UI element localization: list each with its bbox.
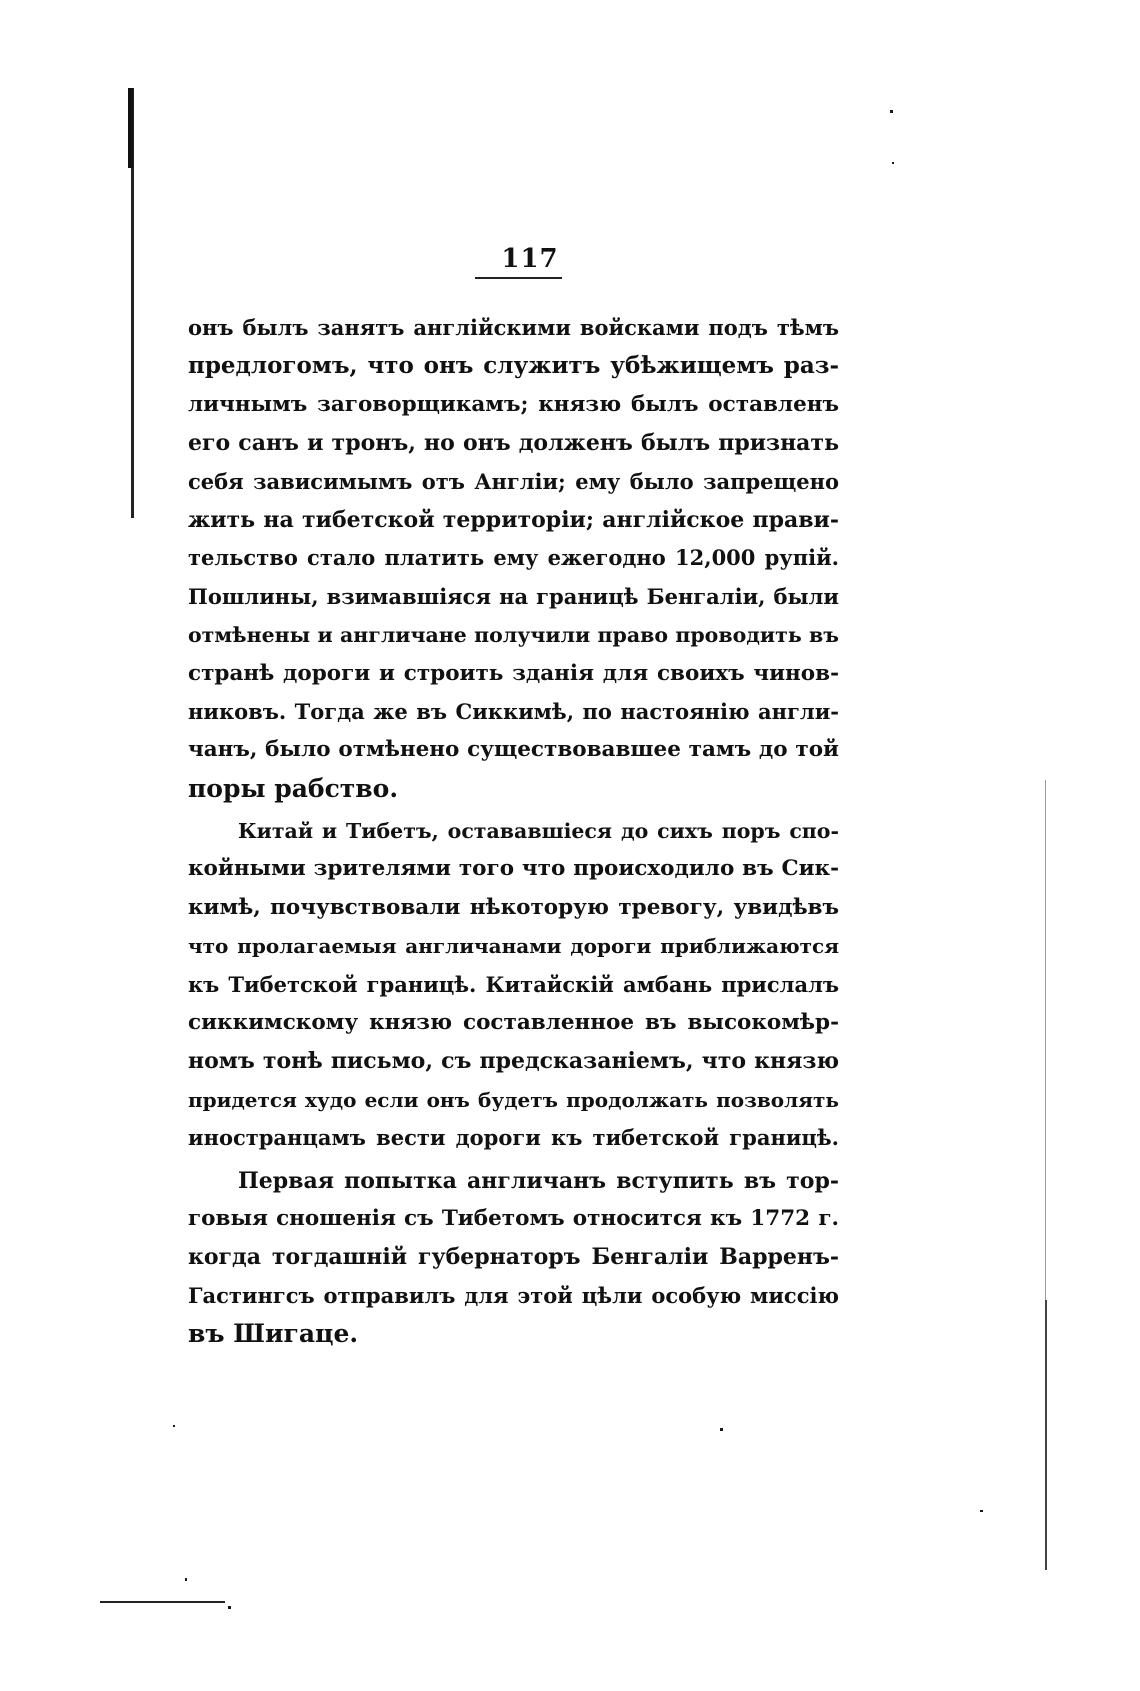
text-line: придется худо если онъ будетъ продолжать позволять xyxy=(188,1087,839,1112)
text-line: онъ былъ занятъ англійскими войсками подъ тѣмъ xyxy=(188,315,839,340)
scan-speck xyxy=(892,162,894,164)
text-line: въ Шигаце. xyxy=(188,1319,359,1349)
scan-speck xyxy=(980,1510,983,1512)
text-line: говыя сношенія съ Тибетомъ относится къ 1772 г. xyxy=(188,1205,839,1231)
text-line: Китай и Тибетъ, остававшіеся до сихъ поръ спо- xyxy=(238,819,839,844)
scan-speck xyxy=(890,110,893,113)
text-line: койными зрителями того что происходило въ Сик- xyxy=(188,856,839,882)
scan-speck xyxy=(720,1428,723,1431)
text-line: что пролагаемыя англичанами дороги приближаются xyxy=(188,934,839,959)
text-line: поры рабство. xyxy=(188,773,399,803)
paragraph-2 xyxy=(188,812,839,1158)
scan-speck xyxy=(173,1425,175,1427)
text-line: Гастингсъ отправилъ для этой цѣли особую миссію xyxy=(188,1282,839,1308)
page-number: 117 xyxy=(501,244,559,274)
page-number-rule xyxy=(475,277,562,279)
text-line: его санъ и тронъ, но онъ долженъ былъ признать xyxy=(188,430,839,457)
text-line: къ Тибетской границѣ. Китайскій амбань прислалъ xyxy=(188,971,839,997)
text-line: кимѣ, почувствовали нѣкоторую тревогу, увидѣвъ xyxy=(188,894,839,920)
scan-speck xyxy=(185,1578,187,1581)
scan-edge-line-left-bold xyxy=(128,88,133,168)
scan-edge-line-right-dark xyxy=(1045,1300,1047,1570)
text-line: Пошлины, взимавшіяся на границѣ Бенгаліи, были xyxy=(188,583,839,609)
paragraph-3 xyxy=(188,1162,839,1354)
text-line: Первая попытка англичанъ вступить въ тор- xyxy=(238,1167,839,1194)
text-line: иностранцамъ вести дороги къ тибетской границѣ. xyxy=(188,1125,839,1151)
text-line: номъ тонѣ письмо, съ предсказаніемъ, что князю xyxy=(188,1048,839,1075)
paragraph-1 xyxy=(188,309,839,808)
text-line: никовъ. Тогда же въ Сиккимѣ, по настоянію англи- xyxy=(188,698,839,724)
text-line: странѣ дороги и строить зданія для своихъ чинов- xyxy=(188,660,839,686)
text-line: когда тогдашній губернаторъ Бенгаліи Варренъ- xyxy=(188,1244,839,1271)
text-line: предлогомъ, что онъ служитъ убѣжищемъ раз- xyxy=(188,352,839,380)
text-line: чанъ, было отмѣнено существовавшее тамъ до той xyxy=(188,737,839,763)
scan-bottom-mark xyxy=(100,1601,225,1603)
text-line: отмѣнены и англичане получили право проводить въ xyxy=(188,623,839,648)
text-line: себя зависимымъ отъ Англіи; ему было запрещено xyxy=(188,468,839,494)
body-text xyxy=(188,309,839,1354)
scan-speck xyxy=(228,1606,231,1609)
text-line: тельство стало платить ему ежегодно 12,000 рупій. xyxy=(188,545,839,571)
text-line: сиккимскому князю составленное въ высокомѣр- xyxy=(188,1010,839,1036)
text-line: личнымъ заговорщикамъ; князю былъ оставленъ xyxy=(188,391,839,417)
text-line: жить на тибетской территоріи; англійское прави- xyxy=(188,506,839,533)
